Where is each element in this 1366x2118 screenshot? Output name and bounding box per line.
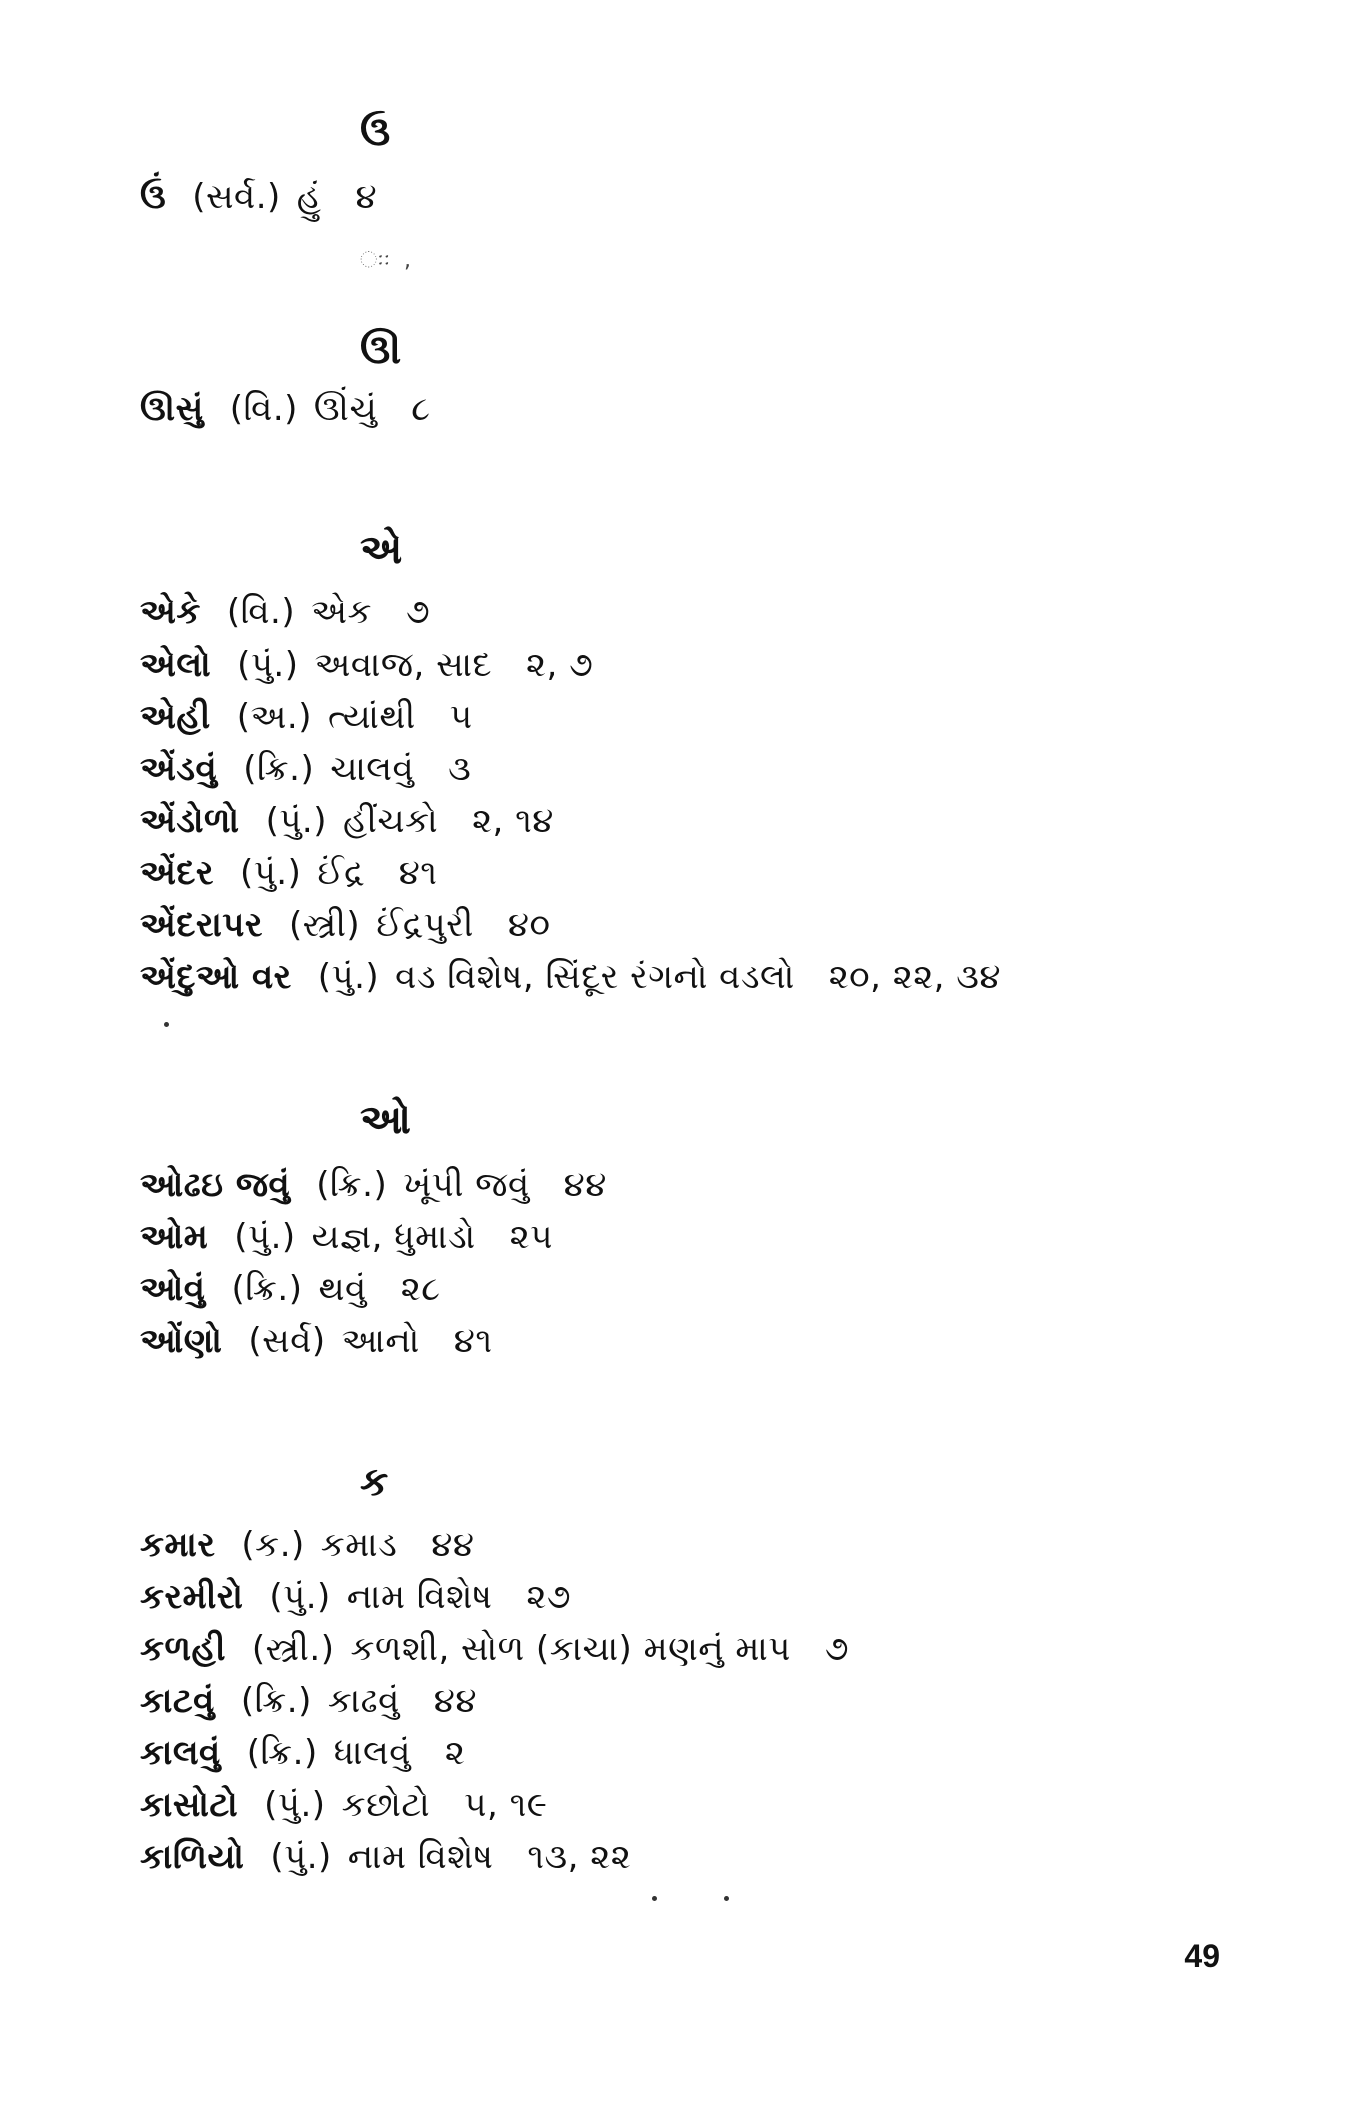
page-refs: ૪૧ (453, 1321, 493, 1361)
gloss: ઊંચું (313, 389, 378, 429)
dictionary-entry (140, 853, 438, 893)
dictionary-entry (140, 1525, 475, 1565)
part-of-speech: (પું.) (239, 853, 302, 893)
headword: કાટવું (140, 1681, 215, 1721)
headword: એંદર (140, 853, 214, 893)
part-of-speech: (વિ.) (229, 389, 298, 429)
section-heading: ઉ (360, 109, 391, 155)
headword: ઓંણો (140, 1321, 223, 1361)
gloss: કમાડ (320, 1525, 398, 1565)
stray-dot (724, 1896, 729, 1901)
dictionary-entry (140, 1681, 477, 1721)
page-refs: ૩ (448, 749, 472, 789)
gloss: આનો (341, 1321, 420, 1361)
gloss: કાઢવું (327, 1681, 400, 1721)
gloss: અવાજ, સાદ (314, 645, 493, 685)
dictionary-entry (140, 1165, 607, 1205)
dictionary-entry (140, 645, 594, 685)
page-refs: ૭ (405, 592, 431, 632)
part-of-speech: (સર્વ) (248, 1321, 326, 1361)
dictionary-entry (140, 1269, 441, 1309)
gloss: કળશી, સોળ (કાચા) મણનું માપ (350, 1629, 791, 1669)
gloss: ઈંદ્ર (317, 853, 365, 893)
part-of-speech: (ક્રિ.) (316, 1165, 388, 1205)
headword: એહી (140, 697, 211, 737)
headword: કાલવું (140, 1733, 221, 1773)
part-of-speech: (ક્રિ.) (240, 1681, 312, 1721)
dictionary-entry (140, 1577, 571, 1617)
page-refs: ૪૪ (433, 1681, 477, 1721)
dictionary-entry (140, 801, 554, 841)
headword: કરમીરો (140, 1577, 244, 1617)
page-refs: ૨૮ (400, 1269, 441, 1309)
dictionary-entry (140, 1837, 632, 1877)
page-refs: ૨, ૧૪ (472, 801, 554, 841)
headword: ઓવું (140, 1269, 206, 1309)
gloss: હીંચકો (342, 801, 439, 841)
dictionary-entry (140, 1321, 493, 1361)
headword: એંદરાપર (140, 905, 263, 945)
gloss: નામ વિશેષ (347, 1837, 494, 1877)
gloss: નામ વિશેષ (346, 1577, 493, 1617)
gloss: વડ વિશેષ, સિંદૂર રંગનો વડલો (395, 957, 795, 997)
dictionary-entry (140, 1785, 548, 1825)
dictionary-entry (140, 1629, 849, 1669)
dictionary-entry (140, 905, 551, 945)
page-refs: ૪૦ (507, 905, 551, 945)
part-of-speech: (ક.) (241, 1525, 305, 1565)
page-refs: ૪ (355, 177, 378, 217)
gloss: ધાલવું (333, 1733, 411, 1773)
page-refs: ૫, ૧૯ (464, 1785, 548, 1825)
page-refs: ૪૪ (563, 1165, 607, 1205)
headword: કમાર (140, 1525, 216, 1565)
gloss: એક (311, 592, 372, 632)
page-refs: ૨૦, ૨૨, ૩૪ (828, 957, 1001, 997)
stray-dot (164, 1022, 169, 1027)
page-refs: ૪૪ (431, 1525, 475, 1565)
page-refs: ૫ (449, 697, 473, 737)
dictionary-entry (140, 1733, 466, 1773)
section-heading: એ (360, 527, 403, 573)
page-refs: ૪૧ (398, 853, 438, 893)
headword: એંડોળો (140, 801, 240, 841)
headword: ઉં (140, 177, 167, 217)
gloss: હું (296, 177, 322, 217)
headword: એંડવું (140, 749, 218, 789)
part-of-speech: (સ્ત્રી) (288, 905, 361, 945)
dictionary-entry (140, 1217, 553, 1257)
headword: ઓમ (140, 1217, 209, 1257)
section-heading: ક (360, 1459, 389, 1505)
page-refs: ૨૫ (509, 1217, 553, 1257)
page-refs: ૭ (824, 1629, 849, 1669)
page-refs: ૨, ૭ (526, 645, 594, 685)
page-refs: ૧૩, ૨૨ (527, 1837, 632, 1877)
part-of-speech: (પું.) (264, 1785, 326, 1825)
page-refs: ૨૭ (526, 1577, 571, 1617)
headword: એકે (140, 592, 201, 632)
gloss: ચાલવું (330, 749, 415, 789)
gloss: ખૂંપી જવું (403, 1165, 530, 1205)
part-of-speech: (પું.) (234, 1217, 296, 1257)
headword: એંદુઓ વર (140, 957, 292, 997)
headword: કળહી (140, 1629, 226, 1669)
dictionary-entry (140, 177, 378, 217)
headword: ઊસું (140, 389, 204, 429)
section-heading: ઊ (360, 327, 402, 373)
gloss: થવું (318, 1269, 367, 1309)
part-of-speech: (સ્ત્રી.) (251, 1629, 335, 1669)
gloss: ત્યાંથી (328, 697, 416, 737)
part-of-speech: (પું.) (270, 1837, 332, 1877)
dictionary-entry (140, 592, 431, 632)
part-of-speech: (ક્રિ.) (246, 1733, 318, 1773)
section-heading: ઓ (360, 1097, 411, 1143)
part-of-speech: (પું.) (265, 801, 327, 841)
part-of-speech: (પું.) (269, 1577, 331, 1617)
page-refs: ૮ (411, 389, 431, 429)
gloss: ઈંદ્રપુરી (376, 905, 474, 945)
stray-marks: ઃઃ ‍ , (360, 248, 412, 273)
dictionary-entry (140, 749, 472, 789)
part-of-speech: (ક્રિ.) (231, 1269, 303, 1309)
dictionary-entry (140, 697, 473, 737)
headword: કાળિયો (140, 1837, 245, 1877)
gloss: કછોટો (341, 1785, 431, 1825)
part-of-speech: (પું.) (237, 645, 299, 685)
part-of-speech: (ક્રિ.) (243, 749, 315, 789)
stray-dot (652, 1896, 657, 1901)
page-number: 49 (1184, 1938, 1220, 1974)
headword: એલો (140, 645, 212, 685)
page-refs: ૨ (444, 1733, 466, 1773)
dictionary-entry (140, 389, 431, 429)
part-of-speech: (સર્વ.) (192, 177, 281, 217)
gloss: યજ્ઞ, ધુમાડો (311, 1217, 476, 1257)
headword: ઓઢઇ જવું (140, 1165, 291, 1205)
part-of-speech: (અ.) (236, 697, 312, 737)
part-of-speech: (પું.) (317, 957, 380, 997)
dictionary-entry (140, 957, 1001, 997)
part-of-speech: (વિ.) (226, 592, 296, 632)
headword: કાસોટો (140, 1785, 239, 1825)
